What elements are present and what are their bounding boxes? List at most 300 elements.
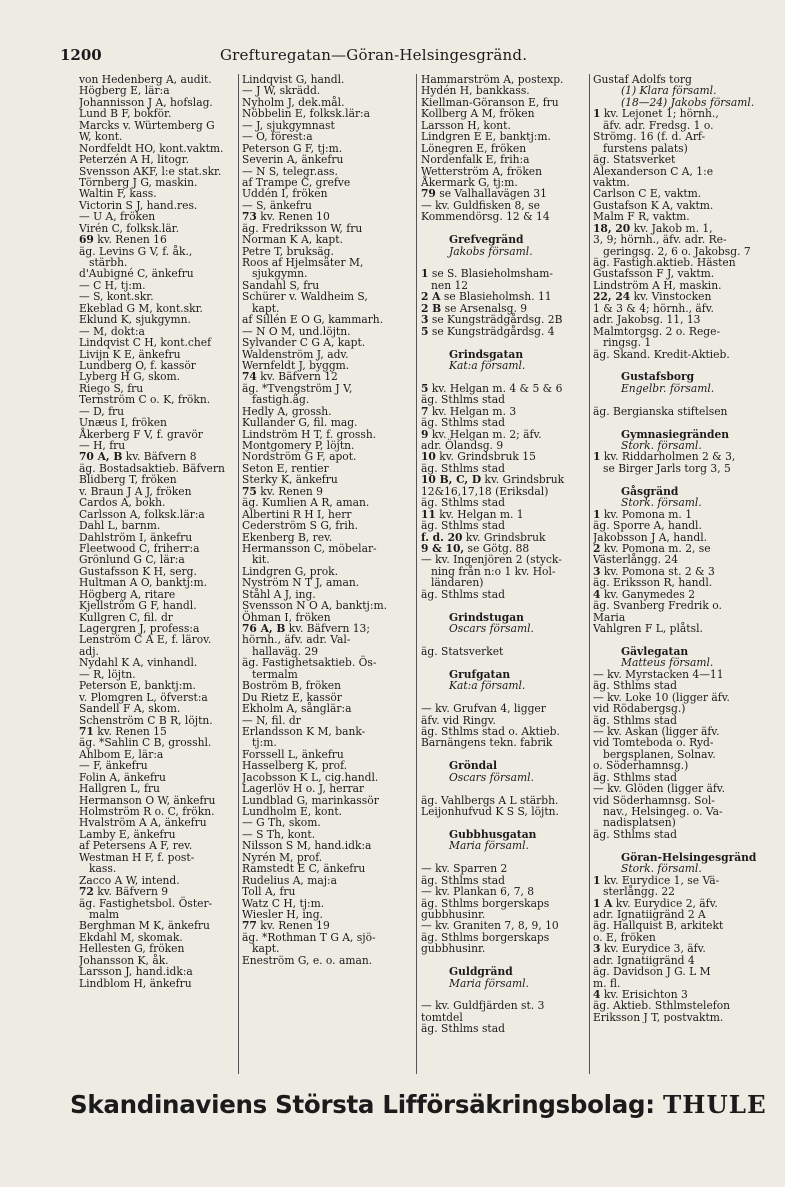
directory-line: Lagerlöv H o. J, herrar [242, 782, 365, 796]
directory-line: Malm F R, vaktm. [593, 210, 690, 224]
directory-line: Gustafson K A, vaktm. [593, 198, 714, 212]
directory-line: Kat:a församl. [449, 358, 526, 372]
directory-line: 1 A kv. Eurydice 2, äfv. [593, 896, 718, 910]
directory-line: Zacco A W, intend. [79, 873, 180, 887]
directory-line: Ekenberg B, rev. [242, 530, 333, 544]
page-number: 1200 [60, 46, 102, 64]
directory-line: adr. Ignatiigränd 4 [593, 953, 695, 967]
directory-line: Kollberg A M, fröken [421, 107, 535, 121]
directory-line: Grufgatan [449, 667, 511, 681]
directory-line: kapt. [252, 301, 280, 315]
directory-line: 22, 24 kv. Vinstocken [593, 290, 712, 304]
directory-line: äfv. adr. Fredsg. 1 o. [603, 118, 714, 132]
directory-line: m. fl. [593, 976, 621, 990]
directory-line: hallaväg. 29 [252, 644, 319, 658]
directory-line: Dahl L, barnm. [79, 519, 161, 533]
directory-line: Grindstugan [449, 610, 524, 624]
house-number: 1 [593, 450, 601, 464]
directory-line: Waltin F, kass. [79, 187, 157, 201]
directory-line: — kv. Sparren 2 [421, 862, 508, 876]
directory-line: Kjellström G F, handl. [79, 599, 197, 613]
directory-line: Rudelius A, maj:a [242, 873, 338, 887]
directory-line: äg. Vahlbergs A L stärbh. [421, 793, 559, 807]
directory-line: Uddén I, fröken [242, 187, 328, 201]
directory-line: 1 se S. Blasieholmsham- [421, 267, 554, 281]
house-number: 1 [593, 873, 601, 887]
directory-line: se Birger Jarls torg 3, 5 [603, 461, 731, 475]
directory-line: o. Söderhamnsg.) [593, 759, 689, 773]
directory-line: Oscars församl. [449, 770, 534, 784]
directory-line: Larsson H, kont. [421, 118, 511, 132]
directory-line: kit. [252, 553, 270, 567]
directory-line: stärbh. [89, 256, 128, 269]
directory-line: Hvalström A A, änkefru [79, 816, 207, 830]
directory-line: Westman H F, f. post- [79, 850, 195, 864]
directory-line: äg. Statsverket [421, 644, 504, 658]
house-number: 3 [421, 313, 429, 327]
directory-line: Gröndal [449, 759, 498, 773]
directory-line: äg. *Rothman T G A, sjö- [242, 930, 376, 944]
directory-line: Ståhl A J, ing. [242, 587, 316, 601]
directory-column-1 [79, 74, 232, 989]
directory-line: furstens palats) [603, 141, 688, 155]
directory-line: Kommendörsg. 12 & 14 [421, 210, 550, 224]
directory-line: Albertini R H I, herr [242, 507, 352, 521]
directory-line: Kat:a församl. [449, 679, 526, 693]
directory-line: Jacobsson K L, cig.handl. [242, 770, 379, 784]
directory-line: — kv. Glöden (ligger äfv. [593, 782, 725, 796]
directory-line: Matteus församl. [621, 656, 714, 670]
directory-line: f. d. 20 kv. Grindsbruk [421, 530, 546, 544]
directory-line: o. E, fröken [593, 930, 656, 944]
directory-line: Kullgren C, fil. dr [79, 610, 173, 624]
house-number: 3 [593, 942, 601, 956]
directory-line: äg. Sthlms stad [593, 713, 677, 727]
directory-line: (18—24) Jakobs församl. [621, 95, 755, 109]
directory-line: Sandahl S, fru [242, 278, 320, 292]
directory-line: adr. Ignatiigränd 2 A [593, 907, 706, 921]
directory-line: äg. Sthlms borgerskaps [421, 896, 550, 910]
directory-line: Lindström H T, f. grossh. [242, 427, 377, 441]
directory-line: Lindgren E E, banktj:m. [421, 130, 551, 144]
directory-line: 1 kv. Pomona m. 1 [593, 507, 693, 521]
directory-line: Göran-Helsingesgränd [621, 850, 757, 864]
house-number: 22, 24 [593, 290, 631, 304]
directory-line: Hydén H, bankkass. [421, 84, 530, 98]
directory-line: Gubbhusgatan [449, 827, 537, 841]
column-divider [416, 74, 417, 1074]
directory-line: Johannisson J A, hofslag. [79, 95, 213, 109]
directory-line: Leijonhufvud K S S, löjtn. [421, 805, 559, 818]
directory-line: Maria [593, 610, 626, 624]
directory-line: äg. Hallquist B, arkitekt [593, 919, 724, 933]
directory-line: Västerlångg. 24 [593, 553, 679, 567]
directory-line: 11 kv. Helgan m. 1 [421, 507, 524, 521]
directory-line: — kv. Guldfisken 8, se [421, 198, 540, 212]
directory-line: Lyberg H G, skom. [79, 370, 181, 384]
directory-line: 76 A, B kv. Bäfvern 13; [242, 622, 370, 635]
directory-line: Watz C H, tj:m. [242, 896, 325, 910]
directory-line: Gåsgränd [621, 484, 679, 498]
directory-line: tj:m. [252, 736, 277, 750]
directory-line: Grönlund G C, lär:a [79, 553, 185, 567]
directory-line [421, 783, 589, 794]
directory-line: — kv. Guldfjärden st. 3 [421, 999, 545, 1013]
directory-line: Maria församl. [449, 976, 529, 990]
directory-line: Lund B F, bokför. [79, 107, 172, 121]
directory-line: vid Rödabergsg.) [593, 702, 686, 716]
directory-line: d'Aubigné C, änkefru [79, 267, 194, 281]
directory-line: Sylvander C G A, kapt. [242, 336, 366, 350]
directory-line: 75 kv. Renen 9 [242, 484, 323, 498]
directory-line: adj. [79, 644, 99, 658]
directory-line: Montgomery P, löjtn. [242, 439, 355, 452]
directory-line: 2 kv. Pomona m. 2, se [593, 541, 711, 555]
directory-line: Lönegren E, fröken [421, 141, 527, 155]
directory-line: — kv. Askan (ligger äfv. [593, 724, 720, 738]
directory-line: äg. *Sahlin C B, grosshl. [79, 736, 212, 750]
directory-line: 72 kv. Bäfvern 9 [79, 885, 169, 899]
directory-line: Åkermark G, tj:m. [421, 175, 518, 189]
directory-line [593, 474, 773, 485]
directory-line: gubbhusinr. [421, 907, 486, 921]
directory-line: — C H, tj:m. [79, 278, 146, 292]
directory-line: Virén C, folksk.lär. [79, 221, 180, 235]
directory-line: Riego S, fru [79, 381, 144, 395]
directory-line: sterlångg. 22 [603, 885, 675, 899]
directory-line: 12&16,17,18 (Eriksdal) [421, 484, 549, 498]
directory-line: Lindström A H, maskin. [593, 278, 722, 292]
directory-line: — N, fil. dr [242, 713, 301, 727]
directory-line: v. Braun J A J, fröken [79, 484, 192, 498]
directory-column-4 [593, 74, 773, 1023]
directory-line: geringsg. 2, 6 o. Jakobsg. 7 [603, 244, 751, 258]
directory-line: Svensson N O A, banktj:m. [242, 599, 387, 613]
directory-line: — kv. Grufvan 4, ligger [421, 702, 546, 716]
house-number: 73 [242, 210, 257, 224]
directory-line: nav., Helsingeg. o. Va- [603, 805, 723, 818]
directory-line: Fleetwood C, friherr:a [79, 541, 200, 555]
directory-line: Hellesten G, fröken [79, 942, 185, 956]
directory-line: äg. Kumlien A R, aman. [242, 496, 370, 510]
directory-line: Johansson K, åk. [79, 953, 169, 967]
directory-line: 2 A se Blasieholmsh. 11 [421, 290, 552, 304]
house-number: 10 B, C, D [421, 473, 482, 487]
directory-line: äg. Svanberg Fredrik o. [593, 599, 722, 613]
directory-line: Lenström C A E, f. lärov. [79, 633, 212, 647]
directory-line: Hasselberg K, prof. [242, 759, 348, 773]
directory-line: Waldenström J, adv. [242, 347, 349, 361]
directory-line [421, 749, 589, 760]
directory-column-3 [421, 74, 589, 1035]
directory-line: Wiesler H, ing. [242, 907, 323, 921]
directory-line: 1 & 3 & 4; hörnh., äfv. [593, 301, 714, 315]
directory-line: äg. Sthlms stad [593, 770, 677, 784]
house-number: 69 [79, 233, 94, 247]
directory-line: adr. Ölandsg. 9 [421, 439, 504, 452]
directory-line: Peterson E, banktj:m. [79, 679, 196, 693]
directory-line: Gustafsson F J, vaktm. [593, 267, 715, 281]
directory-line: Nöbbelin E, folksk.lär:a [242, 107, 371, 121]
directory-line: Hedly A, grossh. [242, 404, 332, 418]
directory-line: äg. Sthlms stad [421, 873, 505, 887]
directory-line: Sandell F A, skom. [79, 702, 181, 716]
directory-line: Lindblom H, änkefru [79, 976, 192, 989]
directory-line: — S Th, kont. [242, 827, 316, 841]
directory-line: kass. [89, 862, 117, 876]
directory-line: Ternström C o. K, frökn. [79, 393, 211, 407]
directory-line: 10 kv. Grindsbruk 15 [421, 450, 536, 464]
directory-line: Schürer v. Waldheim S, [242, 290, 368, 304]
directory-line: Åkerberg F V, f. gravör [79, 427, 203, 441]
directory-line: vid Söderhamnsg. Sol- [593, 793, 715, 807]
directory-line: Dahlström I, änkefru [79, 530, 193, 544]
house-number: 11 [421, 507, 436, 521]
directory-line: — O, förest:a [242, 130, 313, 144]
directory-line: Unæus I, fröken [79, 416, 167, 430]
directory-line: Ramstedt E C, änkefru [242, 862, 366, 876]
directory-line: Peterson G F, tj:m. [242, 141, 343, 155]
directory-line: 77 kv. Renen 19 [242, 919, 330, 933]
directory-line: äfv. vid Ringv. [421, 713, 496, 727]
directory-line: Hallgren L, fru [79, 782, 160, 796]
directory-line: 3 kv. Pomona st. 2 & 3 [593, 564, 715, 578]
house-number: 71 [79, 724, 94, 738]
directory-line: äg. Aktieb. Sthlmstelefon [593, 999, 731, 1013]
house-number: 9 [421, 427, 429, 441]
house-number: 77 [242, 919, 257, 933]
directory-line: Nyholm J, dek.mål. [242, 95, 345, 109]
directory-line: Lindqvist C H, kont.chef [79, 336, 212, 350]
directory-line: Maria församl. [449, 839, 529, 853]
directory-line: Nordström G F, apot. [242, 450, 357, 464]
directory-line: 2 B se Arsenalsg. 9 [421, 301, 528, 315]
directory-line: Nydahl K A, vinhandl. [79, 656, 198, 670]
directory-line: Forssell L, änkefru [242, 747, 344, 761]
directory-line: 5 se Kungsträdgårdsg. 4 [421, 324, 555, 338]
directory-line: äg. Sthlms stad [421, 496, 505, 510]
house-number: 3 [593, 564, 601, 578]
directory-line: Schenström C B R, löjtn. [79, 713, 213, 727]
directory-line: äg. Eriksson R, handl. [593, 576, 713, 590]
directory-line: 79 se Valhallavägen 31 [421, 187, 547, 201]
directory-line: Stork. församl. [621, 496, 702, 510]
directory-line: Barnängens tekn. fabrik [421, 736, 553, 750]
directory-line: kapt. [252, 942, 280, 956]
advertisement-banner [70, 1090, 780, 1119]
directory-line [421, 337, 589, 348]
directory-line: (1) Klara församl. [621, 84, 717, 98]
house-number: 2 B [421, 301, 442, 315]
directory-line: — kv. Loke 10 (ligger äfv. [593, 690, 730, 704]
directory-line: 70 A, B kv. Bäfvern 8 [79, 450, 197, 464]
house-number: 1 [593, 507, 601, 521]
directory-line: Gymnasiegränden [621, 427, 730, 441]
directory-line: af Petersens A F, rev. [79, 839, 193, 853]
house-number: 74 [242, 370, 257, 384]
directory-line: Oscars församl. [449, 622, 534, 635]
directory-line: Lindgren G, prok. [242, 564, 339, 578]
directory-line: gubbhusinr. [421, 942, 486, 956]
directory-line: Högberg E, lär:a [79, 84, 170, 98]
directory-line: Lindqvist G, handl. [242, 74, 345, 86]
directory-line: 10 B, C, D kv. Grindsbruk [421, 473, 565, 487]
page-header [60, 46, 760, 68]
directory-line: 3 kv. Eurydice 3, äfv. [593, 942, 706, 956]
house-number: 2 A [421, 290, 441, 304]
directory-line: äg. Sthlms stad [593, 827, 677, 841]
directory-line: Hermansson C, möbelar- [242, 541, 377, 555]
directory-line: 4 kv. Erisichton 3 [593, 988, 688, 1001]
directory-line: Berghman M K, änkefru [79, 919, 210, 933]
directory-line: 9 & 10, se Götg. 88 [421, 541, 530, 555]
directory-line: Strömg. 16 (f. d. Arf- [593, 130, 706, 144]
directory-line: äg. Fastighetsaktieb. Ös- [242, 656, 377, 670]
directory-line: äg. Sthlms stad [421, 416, 505, 430]
house-number: 2 [593, 541, 601, 555]
directory-line: — D, fru [79, 404, 125, 418]
directory-line: Du Rietz E, kassör [242, 690, 342, 704]
directory-line: Malmtorgsg. 2 o. Rege- [593, 324, 721, 338]
directory-line: 1 kv. Lejonet 1; hörnh., [593, 107, 719, 121]
directory-line: Livijn K E, änkefru [79, 347, 181, 361]
directory-line: Seton E, rentier [242, 461, 329, 475]
directory-line: ringsg. 1 [603, 336, 652, 350]
directory-line: äg. Sthlms stad [421, 519, 505, 533]
directory-line: Gustaf Adolfs torg [593, 74, 692, 86]
house-number: 4 [593, 587, 601, 601]
directory-line: Severin A, änkefru [242, 153, 344, 167]
directory-line: 1 kv. Riddarholmen 2 & 3, [593, 450, 736, 464]
directory-line: — G Th, skom. [242, 816, 321, 830]
directory-line: 5 kv. Helgan m. 4 & 5 & 6 [421, 381, 563, 395]
directory-line: 18, 20 kv. Jakob m. 1, [593, 221, 713, 235]
directory-line: — U A, fröken [79, 210, 156, 224]
directory-line: Petre T, bruksäg. [242, 244, 334, 258]
directory-line: malm [89, 907, 120, 921]
directory-line: Lamby E, änkefru [79, 827, 176, 841]
directory-line: Folin A, änkefru [79, 770, 166, 784]
directory-line: 74 kv. Bäfvern 12 [242, 370, 338, 384]
directory-line: äg. Fastigh.aktieb. Hästen [593, 256, 736, 269]
directory-line: 4 kv. Ganymedes 2 [593, 587, 696, 601]
directory-line: äg. Fredriksson W, fru [242, 221, 363, 235]
column-divider [238, 74, 239, 1074]
directory-line: Gävlegatan [621, 644, 689, 658]
directory-line: äg. Sthlms stad [421, 1022, 505, 1035]
directory-line: hörnh., äfv. adr. Val- [242, 633, 351, 647]
directory-line: Gustafsson K H, serg. [79, 564, 197, 578]
directory-line: äg. Skand. Kredit-Aktieb. [593, 347, 730, 361]
directory-line: Victorin S J, hand.res. [79, 198, 198, 212]
directory-line: äg. Sthlms stad [421, 461, 505, 475]
directory-line: äg. Levins G V, f. åk., [79, 244, 193, 258]
directory-line: adr. Jakobsg. 11, 13 [593, 313, 701, 327]
directory-line: Eneström G, e. o. aman. [242, 953, 373, 967]
directory-line: 7 kv. Helgan m. 3 [421, 404, 517, 418]
directory-line: Törnberg J G, maskin. [79, 175, 198, 189]
directory-line: Carlsson A, folksk.lär:a [79, 507, 205, 521]
directory-line: Erlandsson K M, bank- [242, 724, 366, 738]
directory-line: — J, sjukgymnast [242, 118, 335, 132]
directory-line: 9 kv. Helgan m. 2; äfv. [421, 427, 542, 441]
directory-line: Ekeblad G M, kont.skr. [79, 301, 203, 315]
directory-line: Hammarström A, postexp. [421, 74, 564, 86]
directory-line: Peterzén A H, litogr. [79, 153, 189, 167]
directory-line: Sterky K, änkefru [242, 473, 338, 487]
directory-line: Ahlbom E, lär:a [79, 747, 164, 761]
directory-line: äg. Fastighetsbol. Öster- [79, 896, 213, 910]
directory-line: Nyrén M, prof. [242, 850, 323, 864]
directory-line: Gustafsborg [621, 370, 695, 384]
directory-line: af Sillén E O G, kammarh. [242, 313, 384, 327]
directory-line: äg. Statsverket [593, 153, 676, 167]
directory-line: Grefvegränd [449, 233, 524, 247]
directory-line: bergsplanen, Solnav. [603, 747, 716, 761]
directory-line [593, 394, 773, 405]
directory-line [593, 417, 773, 428]
house-number: 10 [421, 450, 436, 464]
directory-line: Cederström S G, frih. [242, 519, 359, 533]
directory-line: 71 kv. Renen 15 [79, 724, 167, 738]
house-number: 7 [421, 404, 429, 418]
directory-line: tomtdel [421, 1010, 463, 1024]
directory-line: — kv. Ingenjören 2 (styck- [421, 553, 562, 567]
directory-line: ning från n:o 1 kv. Hol- [431, 564, 556, 578]
page-title: Grefturegatan—Göran-Helsingesgränd. [220, 46, 528, 64]
house-number: 76 A, B [242, 622, 286, 635]
house-number: 4 [593, 988, 601, 1001]
directory-line: ländaren) [431, 576, 484, 590]
house-number: 18, 20 [593, 221, 631, 235]
directory-line: äg. Bostadsaktieb. Bäfvern [79, 461, 225, 475]
directory-line: äg. Bergianska stiftelsen [593, 404, 728, 418]
house-number: 75 [242, 484, 257, 498]
house-number: 72 [79, 885, 94, 899]
directory-line: Jakobsson J A, handl. [593, 530, 708, 544]
directory-line: nadisplatsen) [603, 816, 676, 830]
directory-line: — S, änkefru [242, 198, 312, 212]
directory-line: vid Tomteboda o. Ryd- [593, 736, 714, 750]
directory-line: von Hedenberg A, audit. [79, 74, 212, 86]
house-number: 1 [421, 267, 429, 281]
advertisement-text: Skandinaviens Största Lifförsäkringsbolag: [70, 1090, 655, 1119]
directory-line: fastigh.äg. [252, 393, 310, 407]
directory-line: Ekdahl M, skomak. [79, 930, 183, 944]
directory-column-2 [242, 74, 412, 966]
directory-line: äg. Sporre A, handl. [593, 519, 702, 533]
house-number: f. d. 20 [421, 530, 463, 544]
directory-line: Kullander G, fil. mag. [242, 416, 358, 430]
directory-line: äg. Sthlms stad [421, 393, 505, 407]
directory-line: Roos af Hjelmsäter M, [242, 256, 364, 269]
directory-line: Öhman I, fröken [242, 610, 331, 624]
directory-line: Grindsgatan [449, 347, 524, 361]
directory-line: Larsson J, hand.idk:a [79, 965, 193, 979]
directory-line: v. Plomgren L, öfverst:a [79, 690, 208, 704]
directory-line: W, kont. [79, 130, 123, 144]
directory-line: Ekholm A, sånglär:a [242, 702, 352, 716]
directory-line: — N O M, und.löjtn. [242, 324, 351, 338]
directory-line: 73 kv. Renen 10 [242, 210, 330, 224]
directory-line: nen 12 [431, 278, 469, 292]
directory-line: — H, fru [79, 439, 126, 452]
directory-line: Wetterström A, fröken [421, 164, 543, 178]
directory-line: Boström B, fröken [242, 679, 341, 693]
directory-line: — kv. Graniten 7, 8, 9, 10 [421, 919, 559, 933]
directory-line: Cardos A, bokh. [79, 496, 166, 510]
directory-line: äg. Sthlms borgerskaps [421, 930, 550, 944]
